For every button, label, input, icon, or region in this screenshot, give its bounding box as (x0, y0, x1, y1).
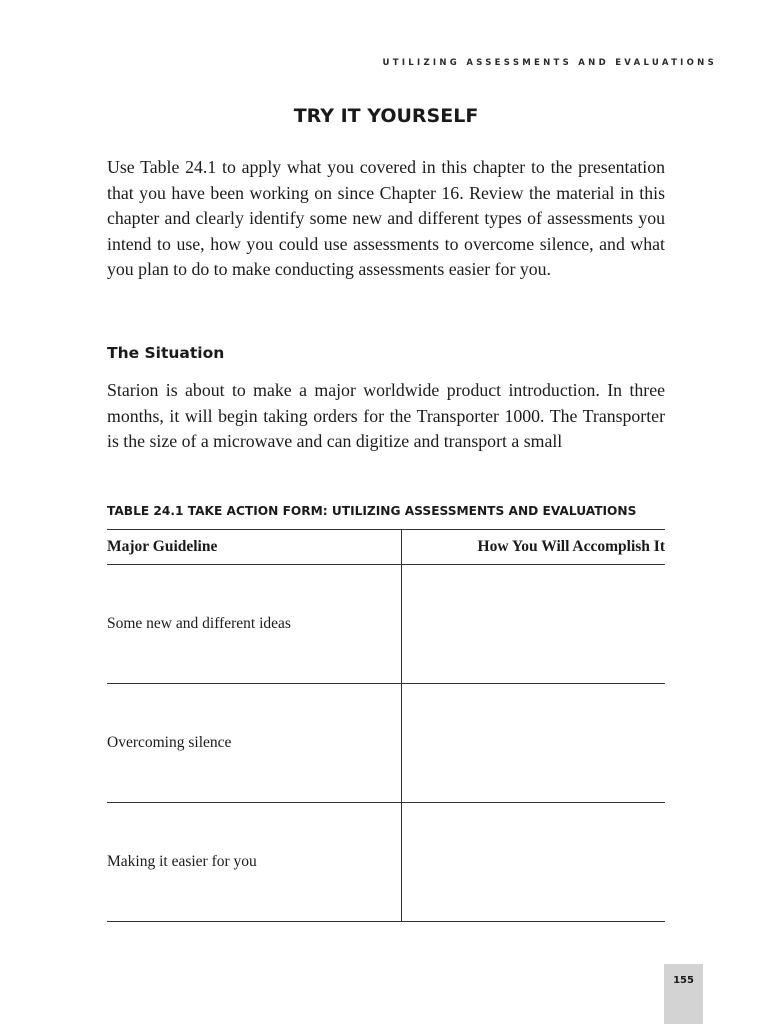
table-row (107, 565, 665, 684)
intro-paragraph: Use Table 24.1 to apply what you covered in this chapter to the presentation that you have been working on since Chapter 16. Review the material in this chapter and clearly identify some new and different types of assessments you intend to use, how you could use assessments to overcome silence, and what you plan to do to make conducting assessments easier for you. (107, 157, 665, 279)
section-heading: TRY IT YOURSELF (293, 105, 479, 127)
accomplish-cell (402, 565, 666, 684)
table-row (107, 684, 665, 803)
table-row (107, 803, 665, 922)
column-header-major-guideline: Major Guideline (107, 530, 402, 565)
accomplish-cell (402, 803, 666, 922)
situation-paragraph: Starion is about to make a major worldwide product introduction. In three months, it will begin taking orders for the Transporter 1000. The Transporter is the size of a microwave and can digitize and transport a small (107, 380, 665, 451)
table-caption: TABLE 24.1 TAKE ACTION FORM: UTILIZING ASSESSMENTS AND EVALUATIONS (107, 504, 637, 518)
accomplish-cell (402, 684, 666, 803)
page-number-tab (664, 964, 703, 1024)
guideline-cell: Making it easier for you (107, 803, 402, 922)
running-head: UTILIZING ASSESSMENTS AND EVALUATIONS (382, 58, 717, 68)
table-header-row (107, 530, 665, 565)
situation-heading: The Situation (107, 344, 225, 362)
guideline-cell: Overcoming silence (107, 684, 402, 803)
page-number: 155 (673, 975, 694, 986)
take-action-form-table (107, 529, 665, 922)
column-header-how-you-will-accomplish: How You Will Accomplish It (402, 530, 666, 565)
guideline-cell: Some new and different ideas (107, 565, 402, 684)
